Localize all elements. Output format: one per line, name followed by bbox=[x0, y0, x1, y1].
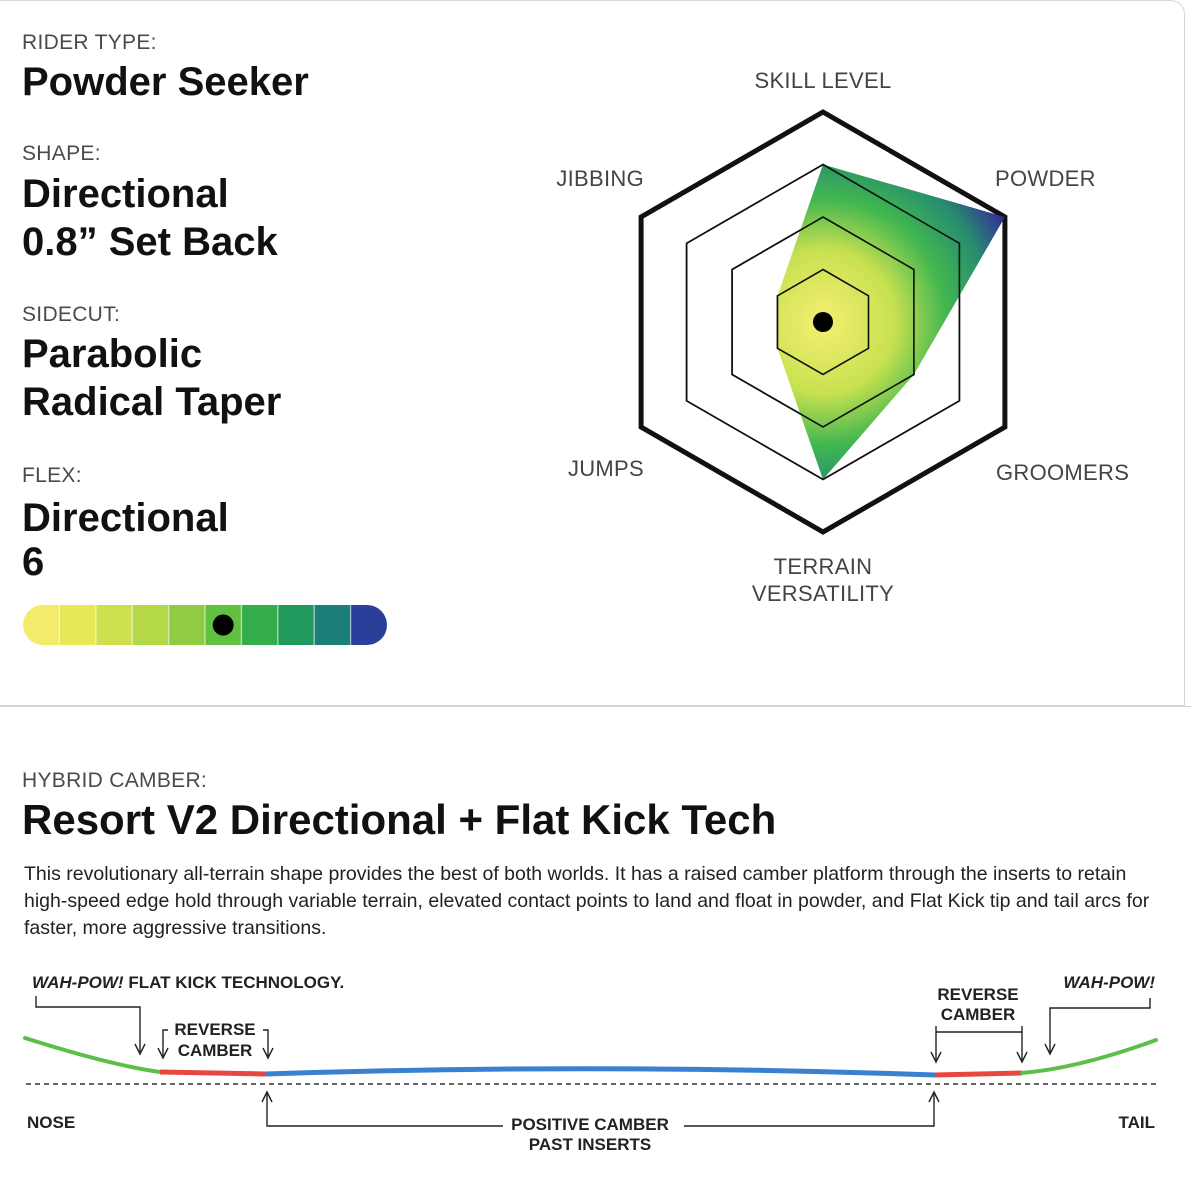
radar-center-dot bbox=[813, 312, 833, 332]
reverse-camber-left-line2: CAMBER bbox=[177, 1041, 253, 1060]
rider-type-value: Powder Seeker bbox=[22, 60, 309, 104]
reverse-camber-right-segment bbox=[935, 1073, 1022, 1075]
reverse-camber-left-segment bbox=[160, 1072, 266, 1074]
positive-span-right bbox=[684, 1092, 934, 1126]
radar-axis-label: VERSATILITY bbox=[751, 581, 895, 606]
flex-segment bbox=[59, 605, 96, 645]
flex-scale-bar bbox=[22, 604, 388, 646]
flex-segment bbox=[278, 605, 315, 645]
camber-description: This revolutionary all-terrain shape provides the best of both worlds. It has a raised camber platform through the inserts to retain high-speed edge hold through variable terrain, elevated contact points to land and float in powder, and Flat Kick tip and tail arcs for faster, more aggressive transitions. bbox=[24, 863, 1150, 939]
flex-segment bbox=[314, 605, 351, 645]
positive-camber-line1: POSITIVE CAMBER bbox=[511, 1115, 669, 1134]
shape-label: SHAPE: bbox=[22, 142, 101, 165]
wahpow-right-bracket bbox=[1050, 998, 1150, 1052]
sidecut-value-line2: Radical Taper bbox=[22, 380, 282, 424]
camber-title: Resort V2 Directional + Flat Kick Tech bbox=[22, 796, 777, 843]
flex-segment bbox=[169, 605, 206, 645]
sidecut-value-line1: Parabolic bbox=[22, 332, 203, 376]
radar-axis-label: POWDER bbox=[995, 166, 1096, 191]
reverse-camber-right-line1: REVERSE bbox=[937, 985, 1019, 1004]
radar-axis-label: GROOMERS bbox=[996, 460, 1130, 485]
flex-segment bbox=[96, 605, 133, 645]
shape-value-line2: 0.8” Set Back bbox=[22, 220, 278, 264]
tail-label: TAIL bbox=[1118, 1113, 1155, 1132]
flex-marker bbox=[213, 615, 234, 636]
radar-chart bbox=[530, 60, 1160, 620]
positive-camber-line2: PAST INSERTS bbox=[528, 1135, 652, 1154]
nose-label: NOSE bbox=[27, 1113, 76, 1132]
flex-segment bbox=[132, 605, 169, 645]
flex-value-line2: 6 bbox=[22, 540, 45, 584]
flex-segment bbox=[23, 605, 60, 645]
radar-axis-label: SKILL LEVEL bbox=[754, 68, 892, 93]
flex-value-line1: Directional bbox=[22, 496, 229, 540]
wahpow-left-label: WAH-POW! FLAT KICK TECHNOLOGY. bbox=[32, 973, 345, 992]
radar-axis-label: JUMPS bbox=[567, 456, 644, 481]
reverse-right-bracket bbox=[936, 1026, 1022, 1032]
reverse-camber-right-line2: CAMBER bbox=[940, 1005, 1016, 1024]
section-divider bbox=[0, 706, 1191, 707]
radar-data-area bbox=[778, 165, 1005, 480]
wahpow-left-bracket bbox=[36, 996, 140, 1052]
flex-segment bbox=[241, 605, 278, 645]
shape-value-line1: Directional bbox=[22, 172, 229, 216]
camber-diagram bbox=[0, 960, 1191, 1160]
reverse-camber-left-line1: REVERSE bbox=[174, 1020, 256, 1039]
radar-axis-label: JIBBING bbox=[556, 166, 644, 191]
rider-type-label: RIDER TYPE: bbox=[22, 31, 157, 54]
wahpow-right-label: WAH-POW! bbox=[1063, 973, 1155, 992]
reverse-right-stems bbox=[936, 1032, 1022, 1060]
flex-segment bbox=[351, 605, 388, 645]
positive-span-left bbox=[267, 1092, 503, 1126]
flex-label: FLEX: bbox=[22, 464, 82, 487]
positive-camber-segment bbox=[266, 1069, 935, 1075]
camber-label: HYBRID CAMBER: bbox=[22, 769, 208, 792]
sidecut-label: SIDECUT: bbox=[22, 303, 121, 326]
flat-kick-right-segment bbox=[1022, 1040, 1156, 1073]
radar-axis-label: TERRAIN bbox=[773, 554, 873, 579]
